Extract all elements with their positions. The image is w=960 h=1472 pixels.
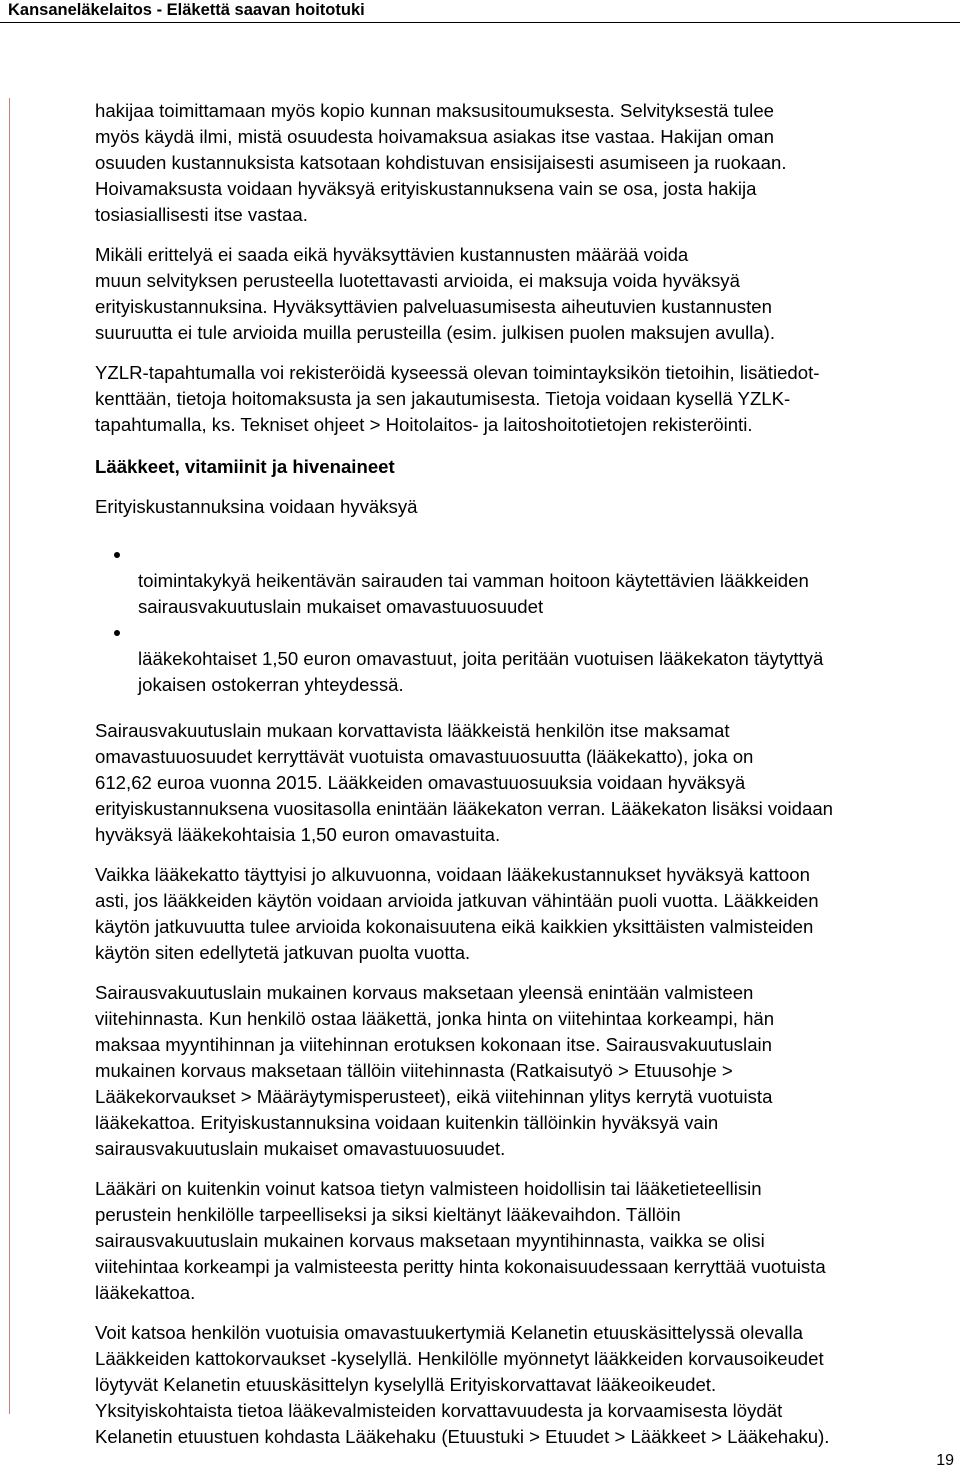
paragraph-viitehinta: Sairausvakuutuslain mukainen korvaus maksetaan yleensä enintään valmisteen viitehinnasta. Kun henkilö ostaa lääkettä, jonka hinta on viitehintaa korkeampi, hän maksaa myyntihinnan ja viitehinnan erotuksen kokonaan itse. Sairausvakuutuslain mukainen korvaus maksetaan tällöin viitehinnasta (Ratkaisutyö > Etuusohje > Lääkekorvaukset > Määräytymisperusteet), eikä viitehinnan ylitys kerrytä vuotuista lääkekattoa. Erityiskustannuksina voidaan kuitenkin tällöinkin hyväksyä vain sairausvakuutuslain mukaiset omavastuuosuudet.: [95, 982, 775, 1159]
paragraph-hoivamaksu: hakijaa toimittamaan myös kopio kunnan maksusitoumuksesta. Selvityksestä tulee myös käydä ilmi, mistä osuudesta hoivamaksua asiakas itse vastaa. Hakijan oman osuuden kustannuksista katsotaan kohdistuvan ensisijaisesti asumiseen ja ruokaan. Hoivamaksusta voidaan hyväksyä erityiskustannuksena vain se osa, josta hakija tosiasiallisesti itse vastaa.: [95, 100, 787, 225]
document-body: [95, 98, 957, 1464]
bullet-icon: [114, 630, 120, 636]
list-item-text: toimintakykyä heikentävän sairauden tai vamman hoitoon käytettävien lääkkeiden sairausvakuutuslain mukaiset omavastuuosuudet: [138, 570, 809, 617]
paragraph-erittely: Mikäli erittelyä ei saada eikä hyväksyttävien kustannusten määrää voida muun selvityksen perusteella luotettavasti arvioida, ei maksuja voida hyväksyä erityiskustannuksina. Hyväksyttävien palveluasumisesta aiheutuvien kustannusten suuruutta ei tule arvioida muilla perusteilla (esim. julkisen puolen maksujen avulla).: [95, 244, 776, 343]
page-header: [0, 0, 960, 23]
section-intro: Erityiskustannuksina voidaan hyväksyä: [95, 496, 418, 517]
page-number: 19: [936, 1452, 954, 1469]
list-item: [95, 542, 957, 620]
change-bar: [9, 98, 10, 1414]
document-title: Kansaneläkelaitos - Eläkettä saavan hoitotuki: [8, 1, 365, 19]
paragraph-laakevaihto: Lääkäri on kuitenkin voinut katsoa tietyn valmisteen hoidollisin tai lääketieteellisin perustein henkilölle tarpeelliseksi ja siksi kieltänyt lääkevaihdon. Tällöin sairausvakuutuslain mukainen korvaus maksetaan myyntihinnasta, vaikka se olisi viitehintaa korkeampi ja valmisteesta peritty hinta kokonaisuudessaan kerryttää vuotuista lääkekattoa.: [95, 1178, 826, 1303]
section-heading: Lääkkeet, vitamiinit ja hivenaineet: [95, 456, 395, 477]
paragraph-kelanet: Voit katsoa henkilön vuotuisia omavastuukertymiä Kelanetin etuuskäsittelyssä olevalla Lääkkeiden kattokorvaukset -kyselyllä. Henkilölle myönnetyt lääkkeiden korvausoikeudet löytyvät Kelanetin etuuskäsittelyn kyselyllä Erityiskorvattavat lääkeoikeudet. Yksityiskohtaista tietoa lääkevalmisteiden korvattavuudesta ja korvaamisesta löydät Kelanetin etuustuen kohdasta Lääkehaku (Etuustuki > Etuudet > Lääkkeet > Lääkehaku).: [95, 1322, 830, 1447]
paragraph-yzlr: YZLR-tapahtumalla voi rekisteröidä kyseessä olevan toimintayksikön tietoihin, lisätiedot- kenttään, tietoja hoitomaksusta ja sen jakautumisesta. Tietoja voidaan kysellä YZLK- tapahtumalla, ks. Tekniset ohjeet > Hoitolaitos- ja laitoshoitotietojen rekisteröinti.: [95, 362, 820, 435]
bullet-list: [95, 542, 957, 698]
paragraph-laakekatto: Sairausvakuutuslain mukaan korvattavista lääkkeistä henkilön itse maksamat omavastuuosuudet kerryttävät vuotuista omavastuuosuutta (lääkekatto), joka on 612,62 euroa vuonna 2015. Lääkkeiden omavastuuosuuksia voidaan hyväksyä erityiskustannuksena vuositasolla enintään lääkekaton verran. Lääkekaton lisäksi voidaan hyväksyä lääkekohtaisia 1,50 euron omavastuita.: [95, 720, 834, 845]
bullet-icon: [114, 552, 120, 558]
list-item-text: lääkekohtaiset 1,50 euron omavastuut, joita peritään vuotuisen lääkekaton täytyttyä jokaisen ostokerran yhteydessä.: [138, 648, 824, 695]
paragraph-alkuvuosi: Vaikka lääkekatto täyttyisi jo alkuvuonna, voidaan lääkekustannukset hyväksyä kattoon asti, jos lääkkeiden käytön voidaan arvioida jatkuvan vähintään puoli vuotta. Lääkkeiden käytön jatkuvuutta tulee arvioida kokonaisuutena eikä kaikkien yksittäisten valmisteiden käytön siten edellytetä jatkuvan puolta vuotta.: [95, 864, 819, 963]
list-item: [95, 620, 957, 698]
